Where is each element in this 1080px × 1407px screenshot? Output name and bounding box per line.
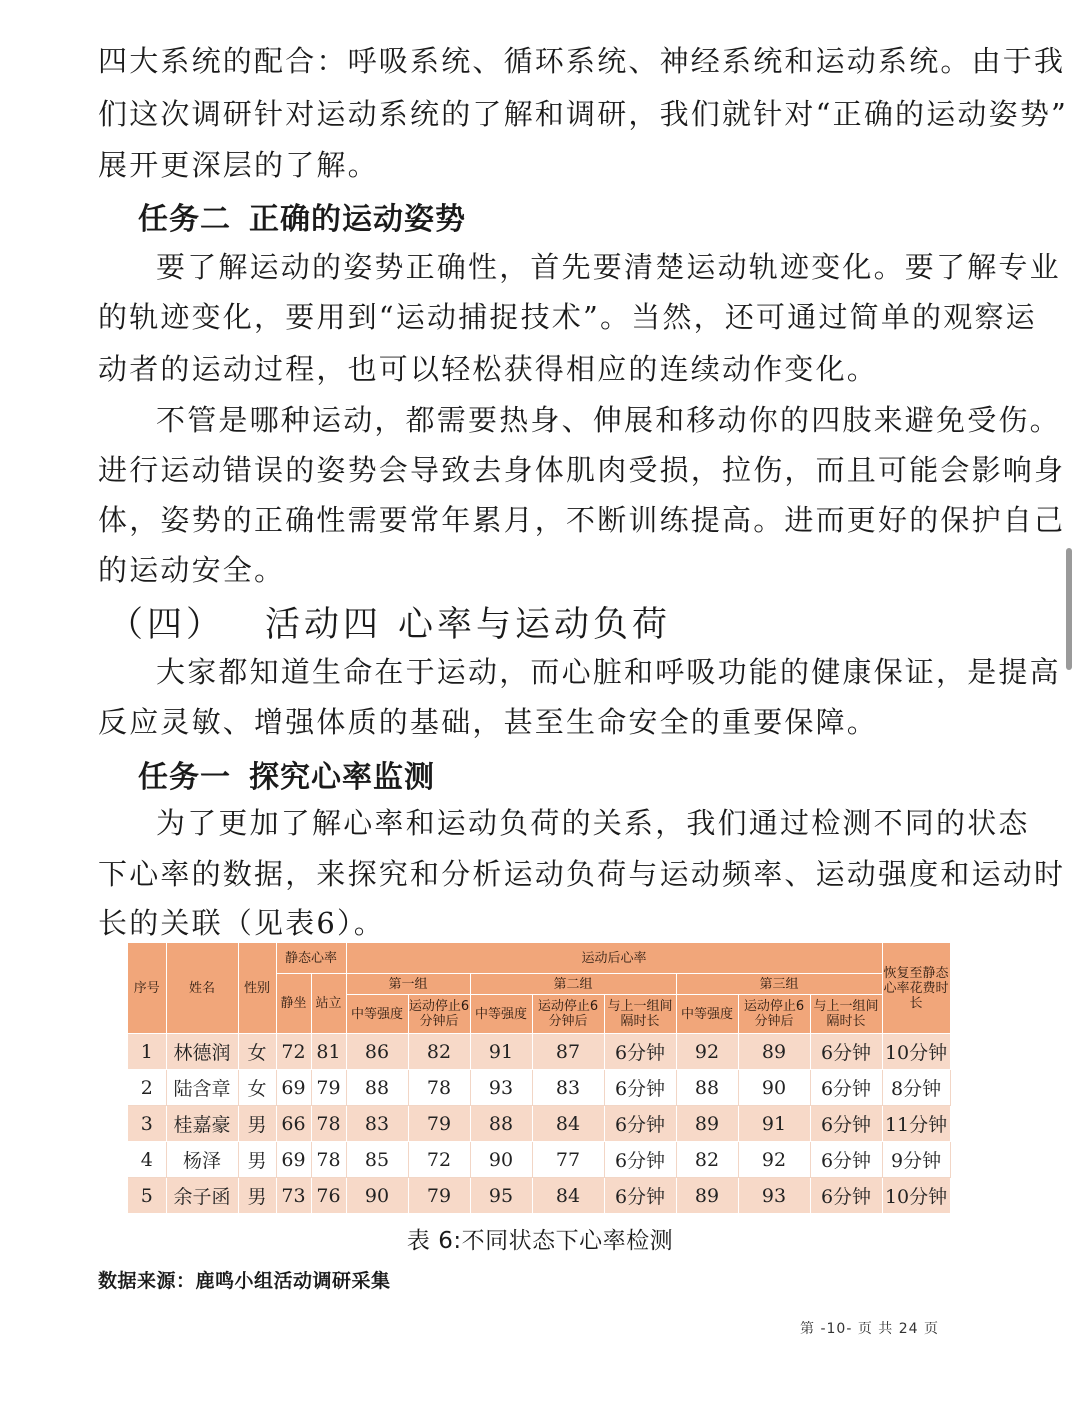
task2-label: 任务二 xyxy=(138,202,231,237)
cell-standing: 78 xyxy=(311,1142,346,1178)
task1-title: 探究心率监测 xyxy=(249,760,435,795)
cell-name: 杨泽 xyxy=(166,1142,238,1178)
section-heading xyxy=(108,597,671,647)
task2-title: 正确的运动姿势 xyxy=(249,202,466,237)
task2-heading xyxy=(138,194,466,238)
cell-g3-moderate: 89 xyxy=(676,1178,738,1214)
paragraph-line: 四大系统的配合：呼吸系统、循环系统、神经系统和运动系统。由于我 xyxy=(98,44,1066,78)
cell-g3-moderate: 89 xyxy=(676,1106,738,1142)
cell-sitting: 72 xyxy=(276,1034,311,1070)
cell-g3-interval: 6分钟 xyxy=(810,1142,882,1178)
cell-g3-interval: 6分钟 xyxy=(810,1034,882,1070)
paragraph-line: 要了解运动的姿势正确性，首先要清楚运动轨迹变化。要了解专业 xyxy=(156,250,1061,284)
cell-recovery: 10分钟 xyxy=(882,1178,950,1214)
header-after-stop: 运动停止6分钟后 xyxy=(738,995,810,1034)
cell-name: 林德润 xyxy=(166,1034,238,1070)
paragraph-line: 不管是哪种运动，都需要热身、伸展和移动你的四肢来避免受伤。 xyxy=(156,403,1061,437)
section-title: 心率与运动负荷 xyxy=(398,605,672,645)
cell-g2-interval: 6分钟 xyxy=(604,1106,676,1142)
cell-seq: 4 xyxy=(128,1142,166,1178)
cell-sitting: 73 xyxy=(276,1178,311,1214)
table-row xyxy=(128,1178,950,1214)
header-post-hr: 运动后心率 xyxy=(346,943,882,974)
paragraph-line: 下心率的数据，来探究和分析运动负荷与运动频率、运动强度和运动时 xyxy=(98,857,1066,891)
cell-gender: 女 xyxy=(238,1034,276,1070)
page-footer xyxy=(800,1318,939,1338)
cell-recovery: 11分钟 xyxy=(882,1106,950,1142)
cell-standing: 78 xyxy=(311,1106,346,1142)
header-group1: 第一组 xyxy=(346,974,470,995)
header-standing: 站立 xyxy=(311,974,346,1034)
header-group3: 第三组 xyxy=(676,974,882,995)
cell-g2-moderate: 88 xyxy=(470,1106,532,1142)
header-interval: 与上一组间隔时长 xyxy=(810,995,882,1034)
paragraph-line: 动者的运动过程，也可以轻松获得相应的连续动作变化。 xyxy=(98,352,879,386)
cell-sitting: 66 xyxy=(276,1106,311,1142)
cell-g2-moderate: 90 xyxy=(470,1142,532,1178)
header-interval: 与上一组间隔时长 xyxy=(604,995,676,1034)
cell-g3-after-stop: 90 xyxy=(738,1070,810,1106)
paragraph-line: 为了更加了解心率和运动负荷的关系，我们通过检测不同的状态 xyxy=(156,806,1030,840)
cell-g3-after-stop: 92 xyxy=(738,1142,810,1178)
paragraph-line: 长的关联（见表6）。 xyxy=(98,906,385,940)
footer-prefix: 第 xyxy=(800,1321,815,1337)
cell-g2-interval: 6分钟 xyxy=(604,1034,676,1070)
header-seq: 序号 xyxy=(128,943,166,1034)
header-moderate: 中等强度 xyxy=(346,995,408,1034)
cell-g2-after-stop: 84 xyxy=(532,1106,604,1142)
cell-g2-interval: 6分钟 xyxy=(604,1178,676,1214)
cell-g3-after-stop: 89 xyxy=(738,1034,810,1070)
header-static-hr: 静态心率 xyxy=(276,943,346,974)
data-source: 数据来源：鹿鸣小组活动调研采集 xyxy=(98,1270,391,1292)
cell-standing: 76 xyxy=(311,1178,346,1214)
table-row xyxy=(128,1106,950,1142)
cell-g2-after-stop: 87 xyxy=(532,1034,604,1070)
cell-g1-moderate: 86 xyxy=(346,1034,408,1070)
page-number: -10- xyxy=(820,1321,853,1337)
cell-g3-after-stop: 93 xyxy=(738,1178,810,1214)
cell-g2-after-stop: 84 xyxy=(532,1178,604,1214)
cell-g1-moderate: 83 xyxy=(346,1106,408,1142)
paragraph-line: 的运动安全。 xyxy=(98,553,286,587)
cell-g3-interval: 6分钟 xyxy=(810,1070,882,1106)
cell-g3-after-stop: 91 xyxy=(738,1106,810,1142)
cell-gender: 男 xyxy=(238,1142,276,1178)
footer-middle: 页 共 xyxy=(857,1321,894,1337)
cell-g1-after-stop: 79 xyxy=(408,1106,470,1142)
cell-name: 余子函 xyxy=(166,1178,238,1214)
total-pages: 24 xyxy=(898,1321,919,1337)
cell-g1-after-stop: 82 xyxy=(408,1034,470,1070)
cell-g1-after-stop: 79 xyxy=(408,1178,470,1214)
paragraph-line: 体，姿势的正确性需要常年累月，不断训练提高。进而更好的保护自己 xyxy=(98,503,1066,537)
cell-g1-after-stop: 78 xyxy=(408,1070,470,1106)
table-row xyxy=(128,1070,950,1106)
header-gender: 性别 xyxy=(238,943,276,1034)
table-caption: 表 6:不同状态下心率检测 xyxy=(406,1228,674,1254)
cell-g2-after-stop: 77 xyxy=(532,1142,604,1178)
cell-g3-moderate: 92 xyxy=(676,1034,738,1070)
cell-name: 桂嘉豪 xyxy=(166,1106,238,1142)
scrollbar[interactable] xyxy=(1066,548,1072,670)
paragraph-line: 大家都知道生命在于运动，而心脏和呼吸功能的健康保证，是提高 xyxy=(156,655,1061,689)
cell-gender: 女 xyxy=(238,1070,276,1106)
cell-sitting: 69 xyxy=(276,1070,311,1106)
cell-g3-moderate: 88 xyxy=(676,1070,738,1106)
cell-seq: 2 xyxy=(128,1070,166,1106)
cell-sitting: 69 xyxy=(276,1142,311,1178)
cell-g3-moderate: 82 xyxy=(676,1142,738,1178)
table-row xyxy=(128,1034,950,1070)
cell-gender: 男 xyxy=(238,1178,276,1214)
cell-g1-after-stop: 72 xyxy=(408,1142,470,1178)
footer-suffix: 页 xyxy=(924,1321,940,1337)
paragraph-line: 们这次调研针对运动系统的了解和调研，我们就针对“正确的运动姿势” xyxy=(98,97,1069,131)
cell-g1-moderate: 90 xyxy=(346,1178,408,1214)
cell-seq: 5 xyxy=(128,1178,166,1214)
cell-g2-moderate: 93 xyxy=(470,1070,532,1106)
paragraph-line: 的轨迹变化，要用到“运动捕捉技术”。当然，还可通过简单的观察运 xyxy=(98,300,1037,334)
cell-recovery: 10分钟 xyxy=(882,1034,950,1070)
task1-label: 任务一 xyxy=(138,760,231,795)
task1-heading xyxy=(138,752,435,796)
heart-rate-table xyxy=(128,943,950,1210)
cell-g3-interval: 6分钟 xyxy=(810,1106,882,1142)
cell-g2-moderate: 95 xyxy=(470,1178,532,1214)
cell-g2-after-stop: 83 xyxy=(532,1070,604,1106)
header-name: 姓名 xyxy=(166,943,238,1034)
header-group2: 第二组 xyxy=(470,974,676,995)
cell-seq: 3 xyxy=(128,1106,166,1142)
paragraph-line: 反应灵敏、增强体质的基础，甚至生命安全的重要保障。 xyxy=(98,705,879,739)
cell-seq: 1 xyxy=(128,1034,166,1070)
header-moderate: 中等强度 xyxy=(676,995,738,1034)
header-after-stop: 运动停止6分钟后 xyxy=(408,995,470,1034)
paragraph-line: 展开更深层的了解。 xyxy=(98,148,379,182)
cell-recovery: 8分钟 xyxy=(882,1070,950,1106)
cell-recovery: 9分钟 xyxy=(882,1142,950,1178)
header-moderate: 中等强度 xyxy=(470,995,532,1034)
cell-g2-moderate: 91 xyxy=(470,1034,532,1070)
table-row xyxy=(128,1142,950,1178)
cell-g1-moderate: 85 xyxy=(346,1142,408,1178)
header-after-stop: 运动停止6分钟后 xyxy=(532,995,604,1034)
cell-g2-interval: 6分钟 xyxy=(604,1142,676,1178)
cell-g2-interval: 6分钟 xyxy=(604,1070,676,1106)
cell-standing: 81 xyxy=(311,1034,346,1070)
cell-g3-interval: 6分钟 xyxy=(810,1178,882,1214)
paragraph-line: 进行运动错误的姿势会导致去身体肌肉受损，拉伤，而且可能会影响身 xyxy=(98,453,1066,487)
section-number: （四） xyxy=(108,605,226,645)
cell-standing: 79 xyxy=(311,1070,346,1106)
cell-name: 陆含章 xyxy=(166,1070,238,1106)
section-label: 活动四 xyxy=(265,605,383,645)
header-recovery: 恢复至静态心率花费时长 xyxy=(882,943,950,1034)
cell-gender: 男 xyxy=(238,1106,276,1142)
cell-g1-moderate: 88 xyxy=(346,1070,408,1106)
header-sitting: 静坐 xyxy=(276,974,311,1034)
